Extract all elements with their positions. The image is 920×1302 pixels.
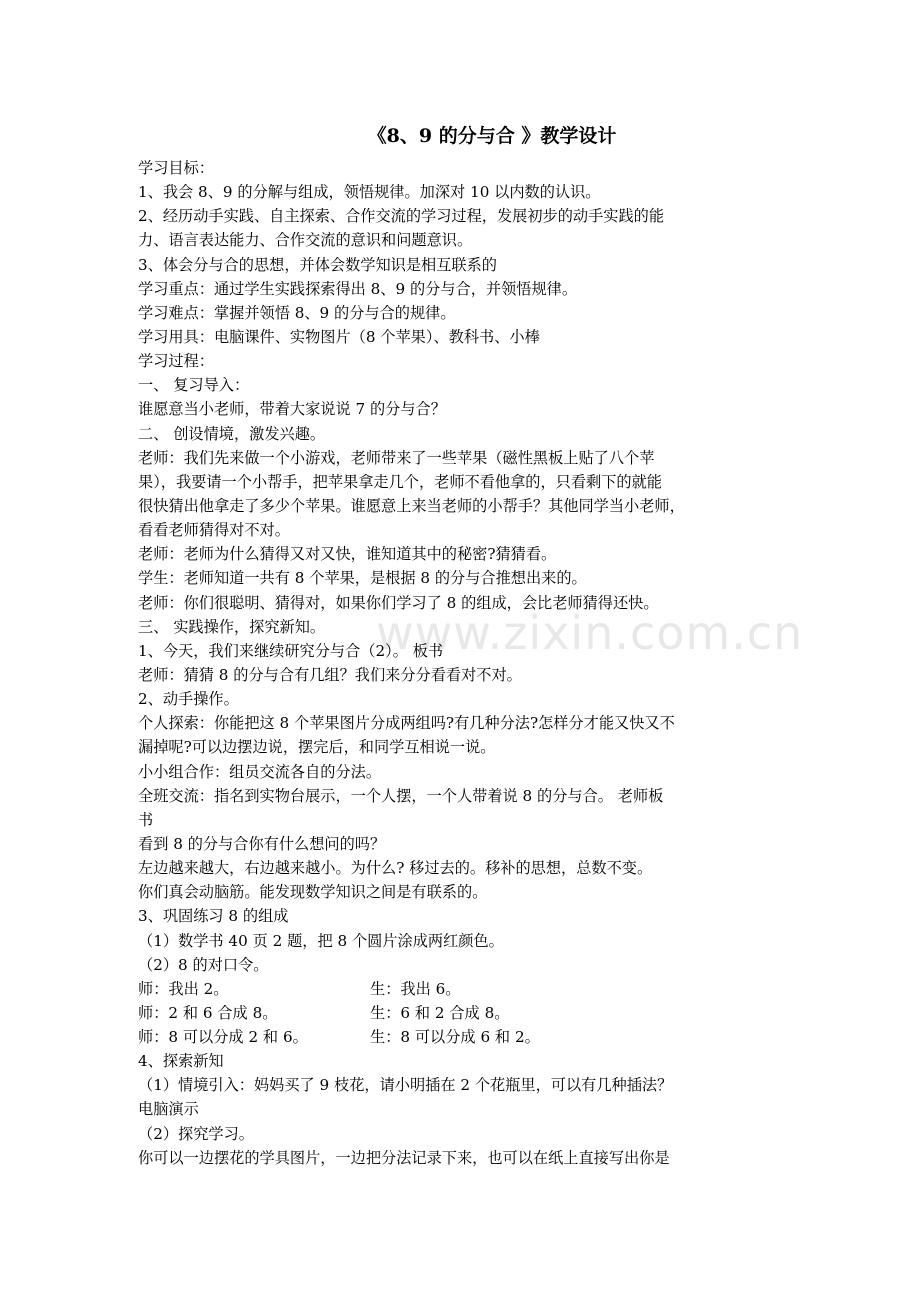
text-line: （1）情境引入：妈妈买了 9 枝花，请小明插在 2 个花瓶里，可以有几种插法？ xyxy=(138,1076,673,1095)
teacher-line: 师：我出 2。 xyxy=(138,979,229,998)
text-line: （1）数学书 40 页 2 题，把 8 个圆片涂成两红颜色。 xyxy=(138,931,504,950)
text-line: 全班交流：指名到实物台展示，一个人摆，一个人带着说 8 的分与合。 老师板 xyxy=(138,786,664,805)
text-line: （2）8 的对口令。 xyxy=(138,955,269,974)
text-line: 老师：我们先来做一个小游戏，老师带来了一些苹果（磁性黑板上贴了八个苹 xyxy=(138,448,655,467)
text-line: 谁愿意当小老师，带着大家说说 7 的分与合？ xyxy=(138,400,446,419)
teacher-line: 师：8 可以分成 2 和 6。 xyxy=(138,1028,308,1047)
text-line: 果），我要请一个小帮手，把苹果拿走几个，老师不看他拿的，只看剩下的就能 xyxy=(138,472,662,491)
text-line: 学习目标： xyxy=(138,159,214,177)
text-line: 4、探索新知 xyxy=(138,1052,224,1071)
text-line: 二、 创设情境，激发兴趣。 xyxy=(138,424,326,443)
document-body xyxy=(138,122,798,1170)
text-line: 学生：老师知道一共有 8 个苹果，是根据 8 的分与合推想出来的。 xyxy=(138,569,587,588)
student-line: 生：8 可以分成 6 和 2。 xyxy=(370,1028,540,1047)
text-line: 一、 复习导入： xyxy=(138,376,250,395)
student-line: 生：6 和 2 合成 8。 xyxy=(370,1003,510,1022)
text-line: 学习过程： xyxy=(138,352,214,371)
text-line: 老师：猜猜 8 的分与合有几组？我们来分分看看对不对。 xyxy=(138,665,522,684)
text-line: 书 xyxy=(138,810,154,829)
paragraph-block-1 xyxy=(138,156,798,977)
dialogue-block xyxy=(138,977,798,1049)
text-line: 漏掉呢?可以边摆边说，摆完后，和同学互相说一说。 xyxy=(138,738,496,757)
watermark: www.zixin.com.cn xyxy=(376,606,804,660)
text-line: 看看老师猜得对不对。 xyxy=(138,521,290,540)
text-line: 2、动手操作。 xyxy=(138,690,239,709)
text-line: 你可以一边摆花的学具图片，一边把分法记录下来，也可以在纸上直接写出你是 xyxy=(138,1148,670,1167)
text-line: 你们真会动脑筋。能发现数学知识之间是有联系的。 xyxy=(138,883,488,902)
document-title: 《8、9 的分与合 》教学设计 xyxy=(367,125,617,147)
text-line: 小小组合作：组员交流各自的分法。 xyxy=(138,762,381,781)
student-line: 生：我出 6。 xyxy=(370,979,461,998)
text-line: 学习难点：掌握并领悟 8、9 的分与合的规律。 xyxy=(138,303,456,322)
dialogue-row xyxy=(138,1001,798,1025)
text-line: 2、经历动手实践、自主探索、合作交流的学习过程，发展初步的动手实践的能 xyxy=(138,207,665,226)
text-line: 三、 实践操作，探究新知。 xyxy=(138,617,326,636)
text-line: 电脑演示 xyxy=(138,1100,199,1119)
text-line: 学习重点：通过学生实践探索得出 8、9 的分与合，并领悟规律。 xyxy=(138,279,578,298)
text-line: 3、巩固练习 8 的组成 xyxy=(138,907,289,926)
text-line: 1、今天，我们来继续研究分与合（2）。 板书 xyxy=(138,641,444,660)
text-line: 学习用具：电脑课件、实物图片（8 个苹果）、教科书、小棒 xyxy=(138,327,540,346)
teacher-line: 师：2 和 6 合成 8。 xyxy=(138,1003,278,1022)
dialogue-row xyxy=(138,1025,798,1049)
text-line: （2）探究学习。 xyxy=(138,1124,254,1143)
text-line: 老师：你们很聪明、猜得对，如果你们学习了 8 的组成，会比老师猜得还快。 xyxy=(138,593,659,612)
text-line: 3、体会分与合的思想，并体会数学知识是相互联系的 xyxy=(138,255,497,274)
paragraph-block-2 xyxy=(138,1049,798,1170)
dialogue-row xyxy=(138,977,798,1001)
text-line: 左边越来越大，右边越来越小。为什么? 移过去的。移补的思想，总数不变。 xyxy=(138,859,653,878)
text-line: 个人探索：你能把这 8 个苹果图片分成两组吗?有几种分法?怎样分才能又快又不 xyxy=(138,714,675,733)
text-line: 老师：老师为什么猜得又对又快，谁知道其中的秘密?猜猜看。 xyxy=(138,545,557,564)
text-line: 1、我会 8、9 的分解与组成，领悟规律。加深对 10 以内数的认识。 xyxy=(138,183,601,202)
text-line: 很快猜出他拿走了多少个苹果。谁愿意上来当老师的小帮手？其他同学当小老师， xyxy=(138,496,685,515)
text-line: 看到 8 的分与合你有什么想问的吗？ xyxy=(138,834,386,853)
text-line: 力、语言表达能力、合作交流的意识和问题意识。 xyxy=(138,231,473,250)
